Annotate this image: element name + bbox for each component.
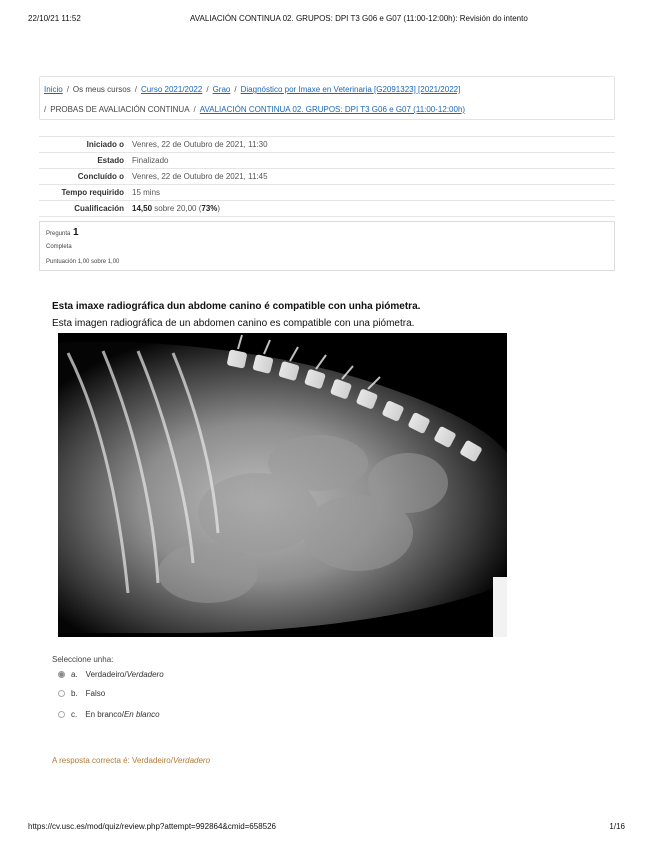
summary-value: 15 mins [132,188,161,197]
breadcrumb-item-os-meus-cursos: Os meus cursos [72,85,131,94]
summary-grade-value [132,204,220,213]
grade-percent: 73% [201,204,218,213]
answer-option-true[interactable] [58,670,164,679]
grade-max: sobre 20,00 ( [152,204,202,213]
summary-value: Venres, 22 de Outubro de 2021, 11:30 [132,140,268,149]
breadcrumb-row-2 [44,105,465,114]
summary-row-completed [39,169,615,185]
question-text-galician: Esta imaxe radiográfica dun abdome canino é compatible con unha piómetra. [52,301,421,312]
option-label-italic: Verdadero [126,670,164,679]
print-url: https://cv.usc.es/mod/quiz/review.php?attempt=992864&cmid=658526 [28,822,277,831]
summary-value: Finalizado [132,156,169,165]
attempt-summary-table [39,136,615,217]
summary-label: Concluído o [77,172,124,181]
grade-score: 14,50 [132,204,153,213]
breadcrumb-separator: / [134,85,137,94]
question-state: Completa [46,244,72,250]
breadcrumb-item-grao[interactable]: Grao [212,85,231,94]
answer-option-false[interactable] [58,689,105,698]
breadcrumb-separator: / [66,85,69,94]
correct-answer-feedback [52,756,210,765]
pdf-header [0,14,655,28]
breadcrumb-row-1 [44,85,460,94]
question-grade: Puntuación 1,00 sobre 1,00 [46,259,120,265]
breadcrumb-separator: / [193,105,196,114]
summary-label: Tempo requirido [61,188,124,197]
breadcrumb [39,76,615,120]
correct-answer-text: A resposta correcta é: Verdadeiro/ [52,756,173,765]
breadcrumb-item-curso[interactable]: Curso 2021/2022 [140,85,203,94]
pdf-footer [0,822,655,834]
radio-unchecked-icon[interactable] [58,690,65,697]
question-number [46,227,79,238]
print-date: 22/10/21 11:52 [28,14,81,23]
breadcrumb-item-course-name[interactable]: Diagnóstico por Imaxe en Veterinaria [G2091323] [2021/2022] [240,85,461,94]
option-letter: c. [71,710,78,719]
summary-row-grade [39,201,615,217]
radiograph-illustration [58,333,507,637]
print-title: AVALIACIÓN CONTINUA 02. GRUPOS: DPI T3 G06 e G07 (11:00-12:00h): Revisión do intento [190,14,528,23]
correct-answer-italic: Verdadero [172,756,211,765]
summary-row-time [39,185,615,201]
breadcrumb-item-inicio[interactable]: Inicio [44,85,63,94]
breadcrumb-item-probas: PROBAS DE AVALIACIÓN CONTINUA [50,105,190,114]
question-number-label: Pregunta [46,231,71,237]
option-label: En branco/ [85,710,124,719]
breadcrumb-item-quiz[interactable]: AVALIACIÓN CONTINUA 02. GRUPOS: DPI T3 G06 e G07 (11:00-12:00h) [199,105,466,114]
breadcrumb-separator: / [44,105,47,114]
option-letter: b. [71,689,78,698]
summary-row-state [39,153,615,169]
summary-label: Iniciado o [86,140,124,149]
breadcrumb-separator: / [234,85,237,94]
select-one-prompt: Seleccione unha: [52,655,114,664]
option-label: Verdadeiro/ [85,670,127,679]
summary-value: Venres, 22 de Outubro de 2021, 11:45 [132,172,268,181]
page-number: 1/16 [609,822,625,831]
grade-close: ) [217,204,221,213]
option-label: Falso [85,689,106,698]
question-number-value: 1 [73,227,79,238]
radio-checked-icon[interactable] [58,671,65,678]
breadcrumb-separator: / [206,85,209,94]
summary-label: Cualificación [74,204,124,213]
summary-row-started [39,137,615,153]
question-info-box [39,221,615,271]
option-label-italic: En blanco [123,710,160,719]
summary-label: Estado [97,156,124,165]
question-text-spanish: Esta imagen radiográfica de un abdomen canino es compatible con una piómetra. [52,318,415,329]
option-letter: a. [71,670,78,679]
answer-option-blank[interactable] [58,710,160,719]
radio-unchecked-icon[interactable] [58,711,65,718]
radiograph-image [58,333,507,637]
